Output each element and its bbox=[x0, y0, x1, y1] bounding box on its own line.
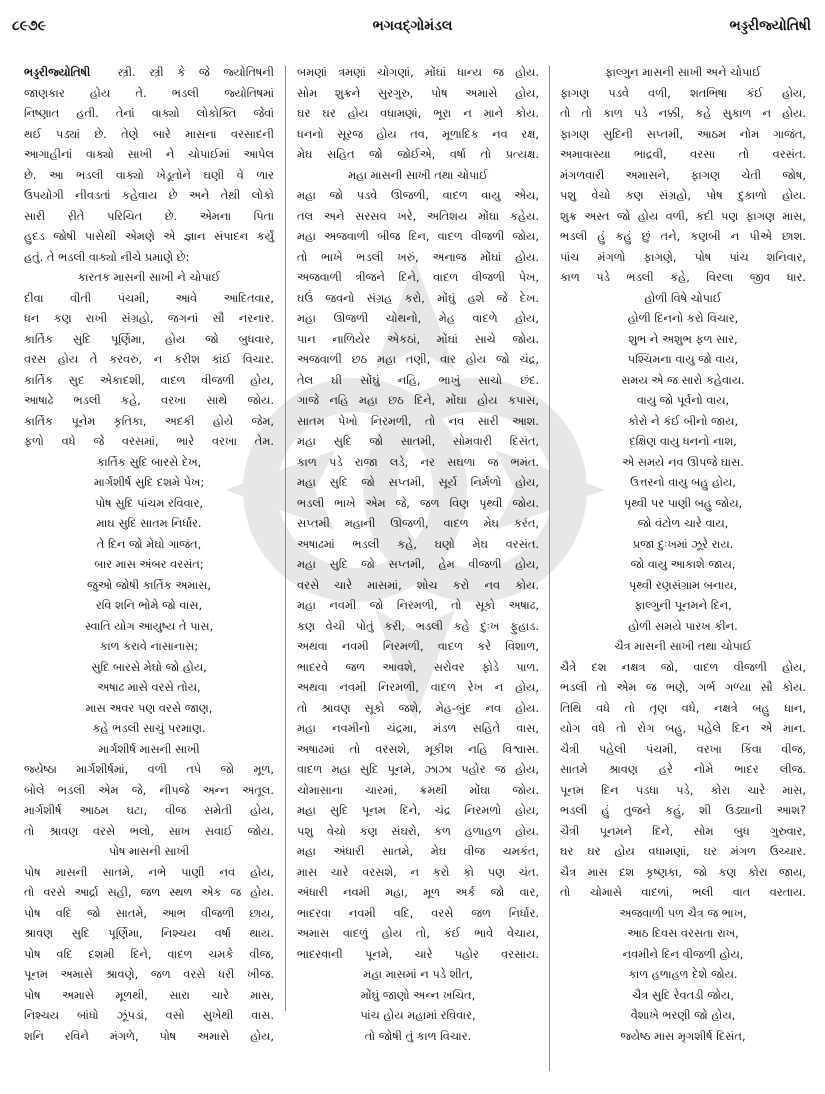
chopai-line: સમય એ જ સારો કહેવાય. bbox=[621, 372, 745, 387]
chopai-line: પશ્ચિમના વાયુ જો વાય, bbox=[627, 352, 739, 366]
section-heading-maha: મહા માસની સાખી તથા ચોપાઈ bbox=[348, 167, 488, 182]
verse-line: શુક્ર અસ્ત જો હોય વળી, કદી પણ ફાગણ માસ, bbox=[560, 208, 806, 223]
section-heading-margshirsh: માર્ગશીર્ષ માસની સાખી bbox=[98, 741, 200, 756]
verse-line: બમણાં ત્રમણાં ચોગણાં, મોંઘાં ધાન્ય જ હોય. bbox=[297, 65, 539, 79]
verse-line: તો શ્રાવણ વરસે ભલો, સાખ સવાઈ જોય. bbox=[24, 823, 274, 838]
verse-line: પૂનમ દિન પડધા પડે, કોરા ચારે માસ, bbox=[560, 782, 806, 797]
verse-line: તેલ ઘી સોંઘું નહિ, ભાખું સાચો છંદ. bbox=[297, 372, 539, 387]
verse-line: પૂનમ અમાસે શ્રાવણે, જળ વરસે ધરી ખીજ. bbox=[24, 967, 274, 981]
chopai-line: પાંચ હોય મહામાં રવિવાર, bbox=[360, 1008, 476, 1022]
column-2 bbox=[297, 62, 539, 1046]
chopai-line: રવિ શનિ ભોમે જો વાસ, bbox=[95, 598, 203, 612]
column-3 bbox=[560, 62, 806, 1046]
verse-line: કાર્તિક સુદિ પૂર્ણિમા, હોય જો બુધવાર, bbox=[24, 331, 274, 346]
chopai-line: દક્ષિણ વાયુ ધનનો નાશ, bbox=[629, 434, 737, 448]
chopai-line: એ સમયે નવ ઊપજે ઘાસ. bbox=[622, 454, 744, 469]
section-heading-kartak: કારતક માસની સાખી ને ચોપાઈ bbox=[77, 270, 221, 284]
intro-line: સારી રીતે પરિચિત છે. એમના પિતા bbox=[24, 208, 274, 223]
chopai-line: તો જોષી તું કાળ વિચાર. bbox=[364, 1028, 472, 1043]
chopai-line: અષાઢ માસે વરસે તોય, bbox=[97, 680, 201, 694]
verse-line: ફાગણ પડવે વળી, શતભિષા કંઈ હોય, bbox=[560, 85, 806, 100]
section-heading-holi: હોળી વિષે ચોપાઈ bbox=[644, 290, 722, 305]
verse-line: શ્રાવણ સુદિ પૂર્ણિમા, નિશ્ચય વર્ષા થાય. bbox=[24, 926, 274, 940]
chopai-line: કાર્તિક સુદિ બારસે દેખ, bbox=[96, 454, 202, 469]
page-number: ૮૯૭૯ bbox=[12, 18, 47, 34]
chopai-line: કહે ભડલી સાચું પરમાણ. bbox=[92, 721, 206, 735]
page-header bbox=[0, 18, 825, 42]
verse-line: ચૈત્રે દશ નક્ષત્ર જો, વાદળ વીજળી હોય, bbox=[560, 659, 806, 674]
verse-line: ભાદરવે જળ આવશે, સરોવર ફોડે પાળ. bbox=[297, 659, 539, 674]
verse-line: ચૈત્રી પહેલી પંચમી, વરખા કિંવા વીજ, bbox=[560, 741, 806, 756]
verse-line: પોષ વદિ દશમી દિને, વાદળ ચમકે વીજ, bbox=[24, 946, 274, 961]
verse-line: ઘર ઘર હોય વધામણાં, ઘર મંગળ ઉચ્ચાર. bbox=[560, 844, 806, 858]
intro-line: હુદડ જોષી પાસેથી એમણે એ જ્ઞાન સંપાદન કર્યું bbox=[24, 229, 274, 243]
chopai-line: માર્ગશીર્ષ સુદિ દશમે પેખ; bbox=[93, 475, 205, 489]
verse-line: ભડલી હું કહું છું તને, કણબી ન પીએ છાશ. bbox=[560, 229, 806, 243]
section-heading-chaitra: ચૈત્ર માસની સાખી તથા ચોપાઈ bbox=[614, 639, 752, 653]
chopai-line: પૃથ્વી પર પાણી બહુ જોય, bbox=[623, 495, 743, 510]
verse-line: ધનનો સૂરજ હોય તવ, મૂળાદિક નવ રક્ષ, bbox=[297, 126, 539, 141]
chopai-line: જો વંટોળ ચારે વાય, bbox=[637, 516, 729, 530]
chopai-line: નવમીને દિન વીજળી હોય, bbox=[622, 946, 744, 961]
verse-line: તિથિ વધે તો તૃણ વધે, નક્ષત્રે બહુ ધાન, bbox=[560, 700, 806, 715]
chopai-line: જ્યેષ્ઠ માસ મૃગશીર્ષ દિસંત, bbox=[620, 1028, 746, 1043]
verse-line: દીવા વીતી પંચમી, આવે આદિતવાર, bbox=[24, 290, 274, 305]
intro-line: થઈ પડ્યાં છે. તેણે બારે માસના વરસાદની bbox=[24, 126, 274, 141]
verse-line: સોમ શુક્રને સુરગુરુ, પોષ અમાસે હોય, bbox=[297, 85, 539, 100]
verse-line: મહા સુદિ પૂનમ દિને, ચંદ્ર નિરમળો હોય, bbox=[297, 803, 539, 817]
verse-line: મહા સુદિ જો સાતમી, સોમવારી દિસંત, bbox=[297, 434, 539, 448]
column-divider bbox=[285, 66, 286, 1011]
column-1 bbox=[24, 62, 274, 1046]
verse-line: મેઘ સહિત જો જોઈએ, વર્ષા તો પ્રત્યક્ષ. bbox=[297, 147, 539, 161]
chopai-line: કાળ હળાહળ દેશે જોય. bbox=[628, 967, 738, 981]
verse-line: શનિ રવિને મંગળે, પોષ અમાસે હોય, bbox=[24, 1028, 274, 1043]
verse-line: કણ વેચી પોતું કરી, ભડલી કહે દુઃખ ફુહાડ. bbox=[297, 618, 539, 633]
chopai-line: કાળ કરાવે નાસાનાસ; bbox=[99, 639, 199, 653]
verse-line: સાતમે શ્રાવણ હરે નોમે ભાદર લીજ. bbox=[560, 762, 806, 776]
entry-headword: ભડ્ડરીજ્યોતિષી bbox=[24, 65, 91, 79]
verse-line: તો ચોમાસે વાદળાં, ભલી વાત વરતાય. bbox=[560, 885, 806, 899]
verse-line: ફાગણ સુદિની સપ્તમી, આઠમ નોમ ગાજંત, bbox=[560, 126, 806, 141]
chopai-line: ફાલ્ગુની પૂનમને દિન, bbox=[634, 598, 732, 612]
chopai-line: હોળી દિનનો કરો વિચાર, bbox=[627, 311, 739, 325]
verse-line: મહા નવમી જો નિરમળી, તો સૂકો અષાઢ, bbox=[297, 598, 539, 612]
verse-line: તો વરસે આર્દ્રા સહી, જળ સ્થળ એક જ હોય. bbox=[24, 885, 274, 899]
verse-line: અષાઢમાં ભડલી કહે, ઘણો મેઘ વરસંત. bbox=[297, 536, 539, 551]
intro-line: હતું. તે ભડલી વાક્યો નીચે પ્રમાણે છે: bbox=[24, 249, 190, 264]
chopai-line: આઠ દિવસ વરસતા રાખ, bbox=[627, 926, 739, 940]
verse-line: વરસ હોય તે કરવરુ, ન કરીશ કાંઈ વિચાર. bbox=[24, 352, 274, 366]
verse-line: અમાવાસ્યા ભાદ્રવી, વરસા તો વરસંત. bbox=[560, 147, 806, 161]
verse-line: બોલે ભડલી એમ જે, નીપજે અન્ન અતૂલ. bbox=[24, 782, 274, 797]
verse-line: અથવા નવમી નિરમળી, વાદળ કરે વિશાળ, bbox=[297, 639, 539, 653]
verse-line: મહા અંધારી સાતમે, મેઘ વીજ ચમકંત, bbox=[297, 844, 539, 858]
column-divider bbox=[549, 66, 550, 1071]
chopai-line: ઉત્તરનો વાયુ બહુ હોય, bbox=[630, 475, 736, 489]
verse-line: અજવાળી ત્રીજને દિને, વાદળ વીજળી પેખ, bbox=[297, 270, 539, 284]
chopai-line: અજવાળી પળ ચૈત્ર જ ભાખ, bbox=[619, 905, 747, 920]
verse-line: માસ ચારે વરસશે, ન કરો કો પણ ચંત. bbox=[297, 864, 539, 879]
chopai-line: સુદિ બારસે મેઘો જો હોય, bbox=[91, 659, 207, 674]
verse-line: માર્ગશીર્ષ આઠમ ઘટા, વીજ સમેતી હોય, bbox=[24, 803, 274, 817]
chopai-line: પોષ સુદિ પાંચમ રવિવાર, bbox=[95, 495, 203, 510]
chopai-line: પ્રજા દુઃખમાં ઝૂરે રાય. bbox=[632, 536, 734, 551]
chopai-line: વૈશાખે ભરણી જો હોય, bbox=[630, 1008, 736, 1022]
book-title: ભગવદ્ગોમંડલ bbox=[372, 18, 453, 34]
verse-line: અથવા નવમી નિરમળી, વાદળ રેખ ન હોય, bbox=[297, 680, 539, 694]
chopai-line: મોંઘું જાણો અન્ન ખચિત, bbox=[360, 987, 476, 1002]
chopai-line: વાયુ જો પૂર્વનો વાય, bbox=[636, 393, 730, 407]
verse-line: મહા સુદિ જો સપ્તમી, સૂર્ય નિર્મળો હોય, bbox=[297, 475, 539, 489]
chopai-line: જો વાયુ આકાશે જાય, bbox=[630, 557, 736, 571]
chopai-line: બાર માસ અંબર વરસંત; bbox=[94, 557, 204, 571]
verse-line: મહા ઊજળી ચોથનો, મેહ વાદળે હોય, bbox=[297, 311, 539, 325]
verse-line: પાંચ મંગળો ફાગણે, પોષ પાંચ શનિવાર, bbox=[560, 249, 806, 264]
chopai-line: કોરો ને કંઈ બીનો જાય, bbox=[627, 413, 739, 428]
verse-line: વરસે ચારે માસમાં, શોચ કરો નવ કોય. bbox=[297, 577, 539, 592]
intro-line: જાણકાર હોય તે. ભડલી જ્યોતિષમાં bbox=[24, 85, 274, 100]
verse-line: મંગળવારી અમાસને, ફાગણ ચેતી જોષ, bbox=[560, 167, 806, 182]
verse-line: કાર્તિક પૂનેમ કૃતિકા, અદકી હોયે જેમ, bbox=[24, 413, 274, 428]
verse-line: તો તો કાળ પડે નક્કી, કહે સુકાળ ન હોય. bbox=[560, 106, 806, 120]
verse-line: કાર્તિક સુદ એકાદશી, વાદળ વીજળી હોય, bbox=[24, 372, 274, 387]
verse-line: યોગ વધે તો રોગ બહુ, પહેલે દિન એ માન. bbox=[560, 721, 806, 735]
chopai-line: તે દિન જો મેઘો ગાજંત, bbox=[96, 536, 202, 551]
section-heading-posh: પોષ માસની સાખી bbox=[108, 844, 190, 858]
verse-line: તલ અને સરસવ ખરે, અતિશય મોંઘા કહેય. bbox=[297, 208, 539, 223]
intro-line: આગાહીનાં વાક્યો સાખી ને ચોપાઈમાં આપેલ bbox=[24, 147, 274, 161]
chopai-line: શુભ ને અશુભ ફળ સાર, bbox=[628, 331, 738, 346]
verse-line: કાળ પડે ભડલી કહે, વિરલા જીવ ધાર. bbox=[560, 270, 806, 284]
chopai-line: જુઓ જોષી કાર્તિક અમાસ, bbox=[86, 577, 212, 592]
verse-line: તો ભાખે ભડલી ખરું, અનાજ મોંઘાં હોય. bbox=[297, 249, 539, 264]
verse-line: મહા નવમીનો ચંદ્રમા, મંડળ સહિતે વાસ, bbox=[297, 721, 539, 735]
verse-line: તો શ્રાવણ સૂકો જશે, મેહ-બુંદ નવ હોય. bbox=[297, 700, 539, 715]
verse-line: મહા જો પડવે ઊજળી, વાદળ વાયુ એય, bbox=[297, 188, 539, 202]
verse-line: નિશ્ચય બાંધો ઝૂંપડાં, વસો સુખેથી વાસ. bbox=[24, 1008, 274, 1022]
verse-line: આષાઢે ભડલી કહે, વરખા સાથે જોય. bbox=[24, 393, 274, 407]
intro-line: છે. આ ભડલી વાક્યો ખેડૂતોને ઘણી વે ળાર bbox=[24, 167, 274, 182]
verse-line: ભડલી ભાખે એમ જે, જળ વિણ પૃથ્વી જોય. bbox=[297, 495, 539, 510]
section-title: ભડ્ડરીજ્યોતિષી bbox=[729, 18, 811, 34]
chopai-line: પૃથ્વી રણસંગ્રામ બનાય, bbox=[628, 577, 738, 592]
verse-line: અષાઢમાં તો વરસશે, મૂકીશ નહિ વિશ્વાસ. bbox=[297, 741, 539, 756]
verse-line: ભાદરવા નવમી વદિ, વરસે જળ નિર્ધાર. bbox=[297, 905, 539, 920]
section-heading-falgun: ફાલ્ગુન માસની સાખી અને ચોપાઈ bbox=[604, 65, 761, 79]
verse-line: મહા અજવાળી બીજ દિન, વાદળ વીજળી જોય, bbox=[297, 229, 539, 243]
verse-line: ધન કણ રાખી સંગ્રહો, જગનાં સૌ નરનાર. bbox=[24, 311, 274, 325]
verse-line: કાળ પડે રાજા લડે, નર સઘળા જ ભમંત. bbox=[297, 454, 539, 469]
verse-line: ફળો વધે જે વરસમાં, ભારે વરખા તેમ. bbox=[24, 434, 274, 448]
verse-line: અંધારી નવમી મહા, મૂળ અર્ક જો વાર, bbox=[297, 885, 539, 899]
chopai-line: હોળી સમયે પારખ કીન. bbox=[628, 618, 738, 633]
verse-line: પાન નાળિયેર એકઠાં, મોંઘાં સાચે જોય. bbox=[297, 331, 539, 346]
entry-intro: ભડ્ડરીજ્યોતિષી સ્ત્રી. સ્ત્રી કે જે જ્યોતિષની bbox=[24, 65, 274, 79]
verse-line: પોષ અમાસે મૂળથી, સારા ચારે માસ, bbox=[24, 987, 274, 1002]
verse-line: સપ્તમી મહાની ઊજળી, વાદળ મેઘ કરંત, bbox=[297, 516, 539, 530]
verse-line: ભડલી હું તુજને કહું, શી ઉડ્યાની આશ? bbox=[560, 803, 806, 817]
chopai-line: માઘ સુદિ સાતમ નિર્ધાર. bbox=[96, 516, 202, 530]
verse-line: મહા સુદિ જો સપ્તમી, હેમ વીજળી હોય, bbox=[297, 557, 539, 571]
verse-line: અજવાળી છઠ મહા તણી, વાર હોય જો ચંદ્ર, bbox=[297, 352, 539, 366]
verse-line: ચૈત્ર માસ દશ કૃષ્ણકા, જો કણ કોરા જાય, bbox=[560, 864, 806, 879]
verse-line: ભડલી તો એમ જ ભણે, ગર્ભ ગળ્યા સૌ કોય. bbox=[560, 680, 806, 694]
chopai-line: મહા માસમાં ન પડે શીત, bbox=[363, 967, 473, 981]
verse-line: ઘર ઘર હોય વધામણાં, ભૂરા ન માને કોય. bbox=[297, 106, 539, 120]
verse-line: સાતમ પેખો નિરમળી, તો નવ સારી આશ. bbox=[297, 413, 539, 428]
verse-line: અમાસ વાદળું હોય તો, કંઈ ભાવે વેચાય, bbox=[297, 926, 539, 940]
chopai-line: સ્વાતિ યોગ આયુષ્ય તે પાસ, bbox=[84, 618, 214, 633]
verse-line: ઘઉં જવનો સંગ્રહ કરો, મોંઘું હશે જે દેખ. bbox=[297, 290, 539, 305]
verse-line: પશુ વેચો કણ સંઘરો, કળ હળાહળ હોય. bbox=[297, 823, 539, 838]
chopai-line: ચૈત્ર સુદિ રેવતડી જોય, bbox=[632, 987, 734, 1002]
verse-line: ભાદરવાની પૂનમે, ચારે પહોર વરસાય. bbox=[297, 946, 539, 961]
verse-line: પશુ વેચો કણ સંગ્રહો, પોષ દુકાળો હોય. bbox=[560, 188, 806, 202]
verse-line: ચોમાસાના ચારમાં, ક્રમથી મોંઘા જોય. bbox=[297, 782, 539, 797]
verse-line: જ્યેષ્ઠા માર્ગશીર્ષમાં, વળી તપે જો મૂળ, bbox=[24, 762, 274, 776]
intro-line: ઉપયોગી નીવડતાં કહેવાય છે અને તેથી લોકો bbox=[24, 188, 274, 202]
verse-line: પોષ વદિ જો સાતમે, આભ વીજળી છાય, bbox=[24, 905, 274, 920]
verse-line: ચૈત્રી પૂનમને દિને, સોમ બુધ ગુરુવાર, bbox=[560, 823, 806, 838]
intro-line: નિષ્ણાત હતી. તેનાં વાક્યો લોકોક્તિ જેવાં bbox=[24, 106, 274, 120]
verse-line: વાદળ મહા સુદિ પૂનમે, ઝાઝા પહોર જ હોય, bbox=[297, 762, 539, 776]
chopai-line: માસ અવર પણ વરસે જાણ, bbox=[85, 700, 213, 715]
verse-line: ગાજે નહિ મહા છઠ દિને, મોંઘા હોય કપાસ, bbox=[297, 393, 539, 407]
verse-line: પોષ માસની સાતમે, નભે પાણી નવ હોય, bbox=[24, 864, 274, 879]
